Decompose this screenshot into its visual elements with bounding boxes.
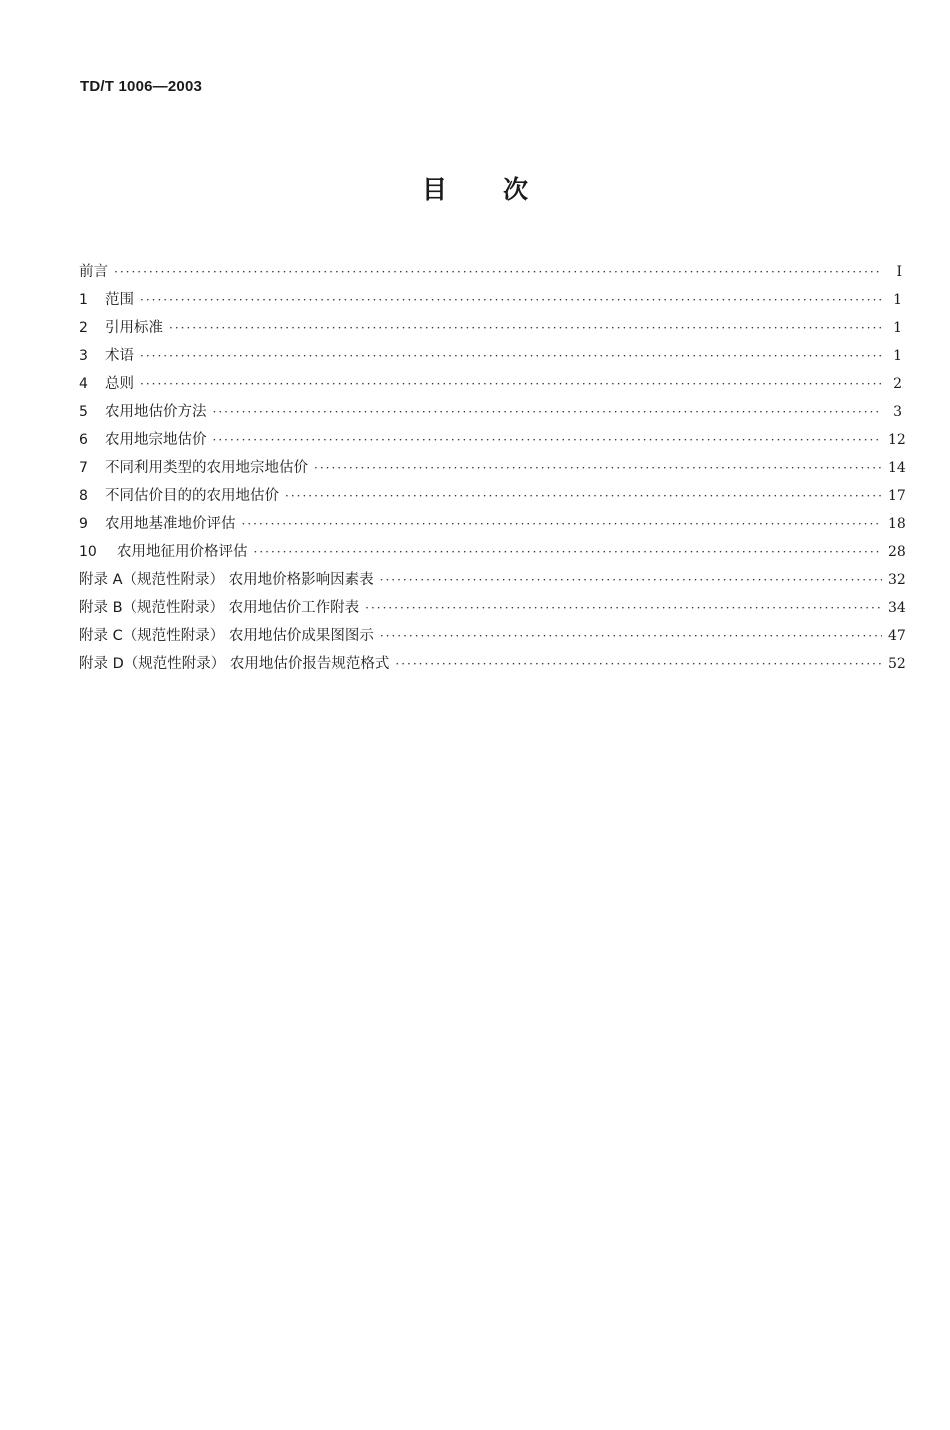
toc-entry-page: 12 (888, 432, 906, 448)
toc-entry-page: 1 (893, 348, 902, 364)
toc-entry[interactable] (79, 426, 906, 454)
toc-entry-number: 7 (79, 460, 88, 476)
toc-entry-page: 1 (893, 320, 902, 336)
toc-leader-dots (213, 398, 883, 426)
toc-entry[interactable] (79, 398, 902, 426)
toc-entry[interactable] (79, 510, 906, 538)
toc-entry[interactable] (79, 482, 906, 510)
toc-entry[interactable] (79, 370, 902, 398)
toc-entry[interactable] (79, 258, 902, 286)
toc-entry-label: 附录 A（规范性附录） 农用地价格影响因素表 (79, 572, 374, 588)
toc-entry-page: 52 (888, 656, 906, 672)
toc-title-char-2: 次 (503, 175, 529, 204)
toc-entry-page: 3 (893, 404, 902, 420)
toc-leader-dots (140, 370, 882, 398)
toc-entry-page: 47 (888, 628, 906, 644)
toc-entry-label: 农用地宗地估价 (105, 432, 207, 448)
toc-leader-dots (140, 342, 882, 370)
toc-title (0, 170, 950, 206)
toc-entry-label: 前言 (79, 264, 108, 280)
toc-entry-page: 14 (888, 460, 906, 476)
toc-leader-dots (213, 426, 883, 454)
toc-entry-label: 术语 (105, 348, 134, 364)
toc-entry-label: 农用地估价方法 (105, 404, 207, 420)
toc-entry-number: 2 (79, 320, 88, 336)
toc-entry-label: 农用地征用价格评估 (117, 544, 248, 560)
toc-entry[interactable] (79, 622, 906, 650)
toc-leader-dots (314, 454, 882, 482)
toc-entry-label: 附录 C（规范性附录） 农用地估价成果图图示 (79, 628, 374, 644)
toc-leader-dots (285, 482, 882, 510)
toc-entry-page: 18 (888, 516, 906, 532)
toc-entry-label: 附录 D（规范性附录） 农用地估价报告规范格式 (79, 656, 390, 672)
toc-entry[interactable] (79, 286, 902, 314)
toc-entry-number: 1 (79, 292, 88, 308)
toc-entry-label: 范围 (105, 292, 134, 308)
toc-entry-number: 4 (79, 376, 88, 392)
toc-entry-page: 2 (893, 376, 902, 392)
toc-entry-number: 10 (79, 544, 97, 560)
toc-leader-dots (380, 622, 882, 650)
toc-entry-number: 6 (79, 432, 88, 448)
toc-entry-page: 34 (888, 600, 906, 616)
toc-leader-dots (365, 594, 882, 622)
toc-entry-page: 28 (888, 544, 906, 560)
toc-entry-page: I (896, 264, 902, 280)
toc-entry-number: 5 (79, 404, 88, 420)
toc-entry-number: 8 (79, 488, 88, 504)
toc-entry[interactable] (79, 538, 906, 566)
toc-title-char-1: 目 (421, 175, 447, 204)
toc-entry-number: 9 (79, 516, 88, 532)
toc-entry-page: 1 (893, 292, 902, 308)
toc-entry-page: 32 (888, 572, 906, 588)
toc-leader-dots (242, 510, 883, 538)
toc-entry[interactable] (79, 342, 902, 370)
toc-leader-dots (114, 258, 882, 286)
toc-entry[interactable] (79, 594, 906, 622)
toc-leader-dots (140, 286, 882, 314)
toc-leader-dots (395, 650, 882, 678)
toc-entry[interactable] (79, 650, 906, 678)
toc-list (79, 258, 906, 678)
toc-entry-label: 不同估价目的的农用地估价 (105, 488, 279, 504)
toc-entry[interactable] (79, 314, 902, 342)
toc-entry[interactable] (79, 454, 906, 482)
toc-entry-number: 3 (79, 348, 88, 364)
toc-leader-dots (380, 566, 882, 594)
toc-entry-label: 总则 (105, 376, 134, 392)
toc-entry-page: 17 (888, 488, 906, 504)
toc-entry-label: 不同利用类型的农用地宗地估价 (105, 460, 308, 476)
toc-entry-label: 附录 B（规范性附录） 农用地估价工作附表 (79, 600, 360, 616)
toc-leader-dots (169, 314, 882, 342)
toc-entry-label: 引用标准 (105, 320, 163, 336)
toc-entry-label: 农用地基准地价评估 (105, 516, 236, 532)
toc-entry[interactable] (79, 566, 906, 594)
toc-leader-dots (254, 538, 883, 566)
document-code: TD/T 1006—2003 (80, 78, 203, 95)
